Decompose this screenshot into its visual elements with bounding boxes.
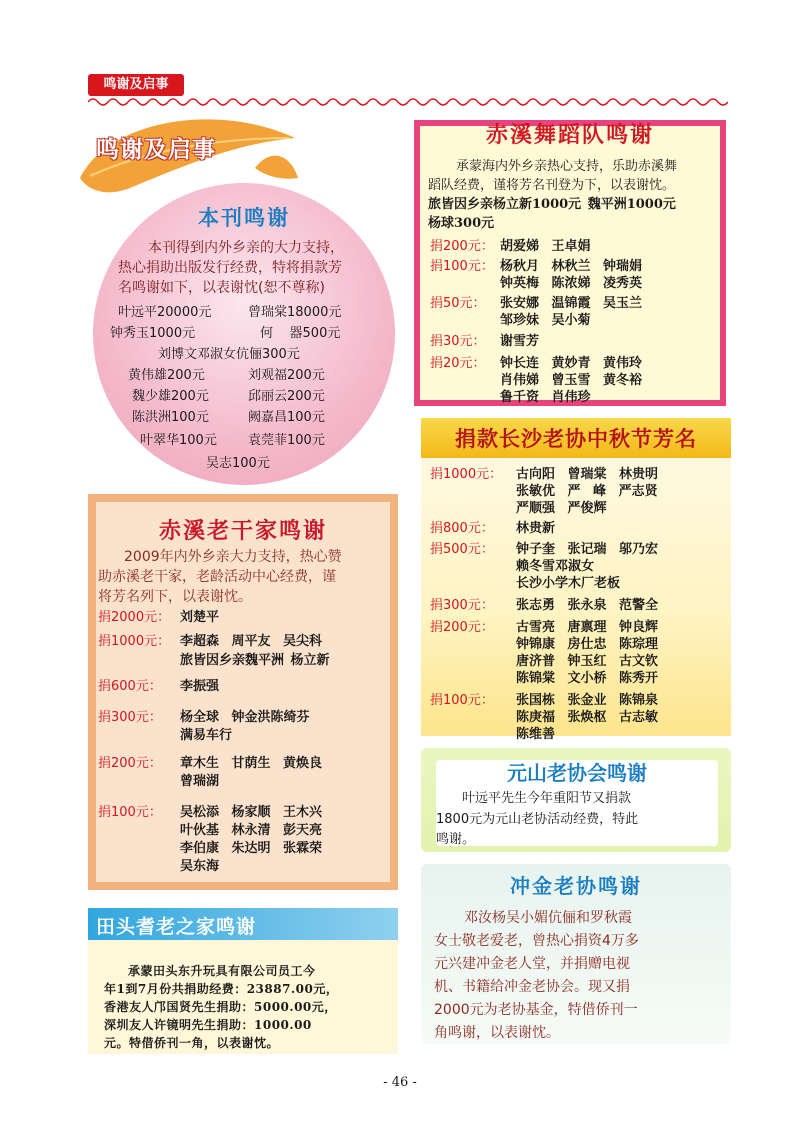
changsha-label: 捐800元： xyxy=(430,521,494,536)
changsha-label: 捐100元： xyxy=(430,693,494,708)
tiantou-title: 田头耆老之家鸣谢 xyxy=(96,916,257,938)
changsha-names: 张敏优 严 峰 严志贤 xyxy=(516,484,658,499)
header-tab: 鸣谢及启事 xyxy=(88,74,184,96)
dance-names: 钟英梅 陈浓娣 凌秀英 xyxy=(500,276,643,291)
laoganjia-names: 吴松添 杨家顺 王木兴 xyxy=(180,805,323,820)
chongjin-line: 2000元为老协基金，特借侨刊一 xyxy=(434,1002,638,1018)
tiantou-line: 年1到7月份共捐助经费：23887.00元， xyxy=(104,982,339,996)
dance-label: 捐50元： xyxy=(430,296,486,311)
laoganjia-intro-line: 将芳名列下，以表谢忱。 xyxy=(98,589,252,605)
laoganjia-names: 李伯康 朱达明 张霖荣 xyxy=(180,841,323,856)
changsha-names: 陈庚福 张焕枢 古志敏 xyxy=(516,710,659,725)
dance-line: 旅皆因乡亲杨立新1000元 魏平洲1000元 xyxy=(428,197,676,212)
laoganjia-label: 捐1000元： xyxy=(98,634,171,649)
changsha-label: 捐200元： xyxy=(430,620,494,635)
changsha-label: 捐300元： xyxy=(430,598,494,613)
kanwu-donor: 叶翠华100元 xyxy=(140,433,217,448)
changsha-names: 钟子奎 张记瑞 邬乃宏 xyxy=(516,542,659,557)
kanwu-donor: 袁莞菲100元 xyxy=(248,433,325,448)
kanwu-intro-line: 热心捐助出版发行经费，特将捐款芳 xyxy=(118,260,342,276)
dance-label: 捐200元： xyxy=(430,239,494,254)
kanwu-donor: 曾瑞棠18000元 xyxy=(248,305,342,320)
laoganjia-names: 满易车行 xyxy=(180,728,233,743)
laoganjia-names: 李振强 xyxy=(180,679,220,694)
laoganjia-label: 捐200元： xyxy=(98,756,162,771)
kanwu-donor: 陈洪洲100元 xyxy=(132,410,209,425)
changsha-names: 古雪亮 唐禀理 钟良辉 xyxy=(516,620,659,635)
chongjin-title: 冲金老协鸣谢 xyxy=(510,874,642,898)
changsha-names: 赖冬雪邓淑女 xyxy=(516,559,595,574)
header-wavy-line xyxy=(88,96,728,108)
laoganjia-label: 捐300元： xyxy=(98,710,162,725)
dance-names: 鲁千资 肖伟珍 xyxy=(500,390,591,405)
laoganjia-names: 曾瑞湖 xyxy=(180,774,220,789)
laoganjia-names: 李超森 周平友 吴尖科 xyxy=(180,634,323,649)
yuanshan-title: 元山老协会鸣谢 xyxy=(507,761,647,785)
laoganjia-title: 赤溪老干家鸣谢 xyxy=(158,519,327,544)
dance-names: 杨秋月 林秋兰 钟瑞娟 xyxy=(500,259,643,274)
kanwu-donor: 阙嘉昌100元 xyxy=(248,410,325,425)
dance-names: 肖伟娣 曾玉雪 黄冬裕 xyxy=(500,373,643,388)
chongjin-line: 角鸣谢，以表谢忱。 xyxy=(434,1025,560,1041)
dance-label: 捐100元： xyxy=(430,259,494,274)
chongjin-line: 邓汝杨吴小媚伉俪和罗秋霞 xyxy=(464,910,632,926)
kanwu-intro-line: 本刊得到内外乡亲的大力支持， xyxy=(148,240,344,256)
changsha-names: 张国栋 张金业 陈锦泉 xyxy=(516,693,659,708)
kanwu-intro-line: 名鸣谢如下，以表谢忱(恕不尊称) xyxy=(118,280,325,296)
laoganjia-names: 章木生 甘荫生 黄焕良 xyxy=(180,756,323,771)
kanwu-donor: 刘观福200元 xyxy=(248,368,325,383)
laoganjia-names: 叶伙基 林永清 彭天亮 xyxy=(180,823,323,838)
dance-intro-line: 蹈队经费，谨将芳名刊登为下，以表谢忱。 xyxy=(428,178,676,193)
changsha-label: 捐500元： xyxy=(430,542,494,557)
dance-title: 赤溪舞蹈队鸣谢 xyxy=(485,123,654,148)
kanwu-donor: 吴志100元 xyxy=(206,456,270,471)
chongjin-line: 女士敬老爱老，曾热心捐资4万多 xyxy=(434,933,639,949)
dance-names: 谢雪芳 xyxy=(500,334,540,349)
tiantou-line: 香港友人邝国贤先生捐助：5000.00元， xyxy=(104,1000,337,1014)
kanwu-donor: 何 器500元 xyxy=(260,326,341,341)
page-number: - 46 - xyxy=(383,1075,417,1090)
laoganjia-names: 刘楚平 xyxy=(180,610,220,625)
laoganjia-label: 捐2000元： xyxy=(98,610,171,625)
changsha-names: 张志勇 张永泉 范警全 xyxy=(516,598,659,613)
laoganjia-intro-line: 2009年内外乡亲大力支持，热心赞 xyxy=(124,549,342,565)
kanwu-donor: 钟秀玉1000元 xyxy=(110,326,196,341)
dance-label: 捐30元： xyxy=(430,334,486,349)
tiantou-line: 元。特借侨刊一角，以表谢忱。 xyxy=(104,1036,280,1050)
changsha-title: 捐款长沙老协中秋节芳名 xyxy=(455,427,697,451)
changsha-names: 陈维善 xyxy=(516,727,556,742)
kanwu-donor: 邱丽云200元 xyxy=(248,389,325,404)
tiantou-line: 承蒙田头东升玩具有限公司员工今 xyxy=(128,964,316,978)
laoganjia-label: 捐600元： xyxy=(98,679,162,694)
changsha-names: 严顺强 严俊辉 xyxy=(516,501,607,516)
dance-label: 捐20元： xyxy=(430,356,486,371)
dance-line: 杨球300元 xyxy=(428,216,495,231)
yuanshan-line: 叶远平先生今年重阳节又捐款 xyxy=(462,791,632,806)
yuanshan-line: 1800元为元山老协活动经费，特此 xyxy=(436,812,639,827)
section-title: 鸣谢及启事 xyxy=(96,137,216,163)
laoganjia-names: 杨全球 钟金洪陈绮芬 xyxy=(180,710,310,725)
dance-intro-line: 承蒙海内外乡亲热心支持，乐助赤溪舞 xyxy=(456,159,678,174)
dance-names: 钟长连 黄妙青 黄伟玲 xyxy=(500,356,643,371)
changsha-names: 唐济普 钟玉红 古文钦 xyxy=(516,654,659,669)
changsha-names: 陈锦棠 文小桥 陈秀开 xyxy=(516,671,659,686)
chongjin-line: 机、书籍给冲金老协会。现又捐 xyxy=(434,979,630,995)
laoganjia-label: 捐100元： xyxy=(98,805,162,820)
changsha-names: 林贵新 xyxy=(516,521,556,536)
changsha-names: 古向阳 曾瑞棠 林贵明 xyxy=(516,467,659,482)
changsha-names: 钟锦康 房仕忠 陈琮理 xyxy=(516,637,659,652)
kanwu-donor: 黄伟雄200元 xyxy=(128,368,205,383)
kanwu-donor: 叶远平20000元 xyxy=(118,305,212,320)
laoganjia-names: 旅皆因乡亲魏平洲 杨立新 xyxy=(180,653,330,668)
yuanshan-line: 鸣谢。 xyxy=(436,832,476,847)
laoganjia-intro-line: 助赤溪老干家，老龄活动中心经费，谨 xyxy=(98,569,336,585)
tiantou-line: 深圳友人许镜明先生捐助：1000.00 xyxy=(104,1018,312,1032)
kanwu-donor: 魏少雄200元 xyxy=(132,389,209,404)
laoganjia-names: 吴东海 xyxy=(180,859,220,874)
dance-names: 张安娜 温锦霞 吴玉兰 xyxy=(500,296,643,311)
changsha-names: 长沙小学木厂老板 xyxy=(516,576,621,591)
chongjin-line: 元兴建冲金老人堂，并捐赠电视 xyxy=(434,956,630,972)
changsha-label: 捐1000元： xyxy=(430,467,503,482)
kanwu-title: 本刊鸣谢 xyxy=(198,206,290,230)
dance-names: 胡爱娣 王卓娟 xyxy=(500,239,591,254)
dance-names: 邹珍妹 吴小菊 xyxy=(500,313,591,328)
kanwu-donor: 刘博文邓淑女伉俪300元 xyxy=(158,347,300,362)
